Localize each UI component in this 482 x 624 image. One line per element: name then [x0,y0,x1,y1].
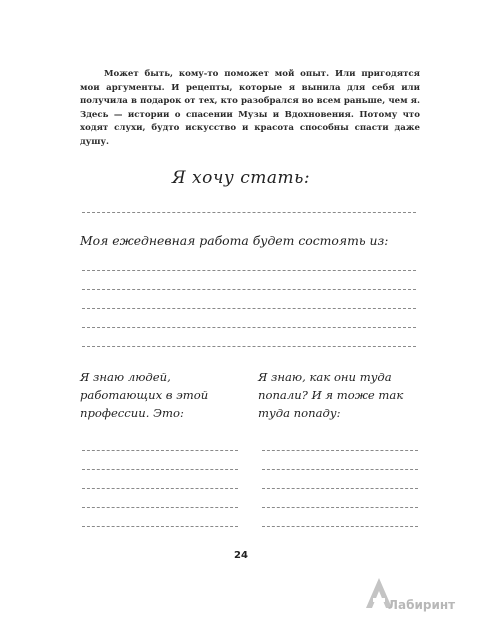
fill-line [82,507,238,508]
fill-line [262,507,418,508]
heading-i-want-to-become: Я хочу стать: [171,168,311,188]
fill-line [82,469,238,470]
fill-line [82,308,416,309]
fill-line [262,469,418,470]
fill-line [82,212,416,213]
fill-line [82,526,238,527]
heading-people-i-know: Я знаю людей, работающих в этой профессии. Это: [80,370,209,420]
heading-how-they-got-there: Я знаю, как они туда попали? И я тоже так туда попаду: [258,370,404,420]
fill-line [82,270,416,271]
fill-line [262,488,418,489]
fill-line [82,289,416,290]
fill-line [82,488,238,489]
labirint-watermark [362,572,480,618]
fill-line [262,450,418,451]
fill-line [82,450,238,451]
heading-daily-work: Моя ежедневная работа будет состоять из: [80,233,389,248]
fill-line [82,327,416,328]
fill-line [82,346,416,347]
watermark-text: Лабиринт [388,598,456,612]
fill-line [262,526,418,527]
page-number: 24 [234,550,248,561]
intro-paragraph: Может быть, кому-то поможет мой опыт. Или пригодятся мои аргументы. И рецепты, которые я вынила для себя или получила в подарок от тех, кто разобрался во всем раньше, чем я. Здесь — истории о спасении Музы и Вдохновения. Потому что ходят слухи, будто искусство и красота способны спасти даже душу. [80,69,420,147]
